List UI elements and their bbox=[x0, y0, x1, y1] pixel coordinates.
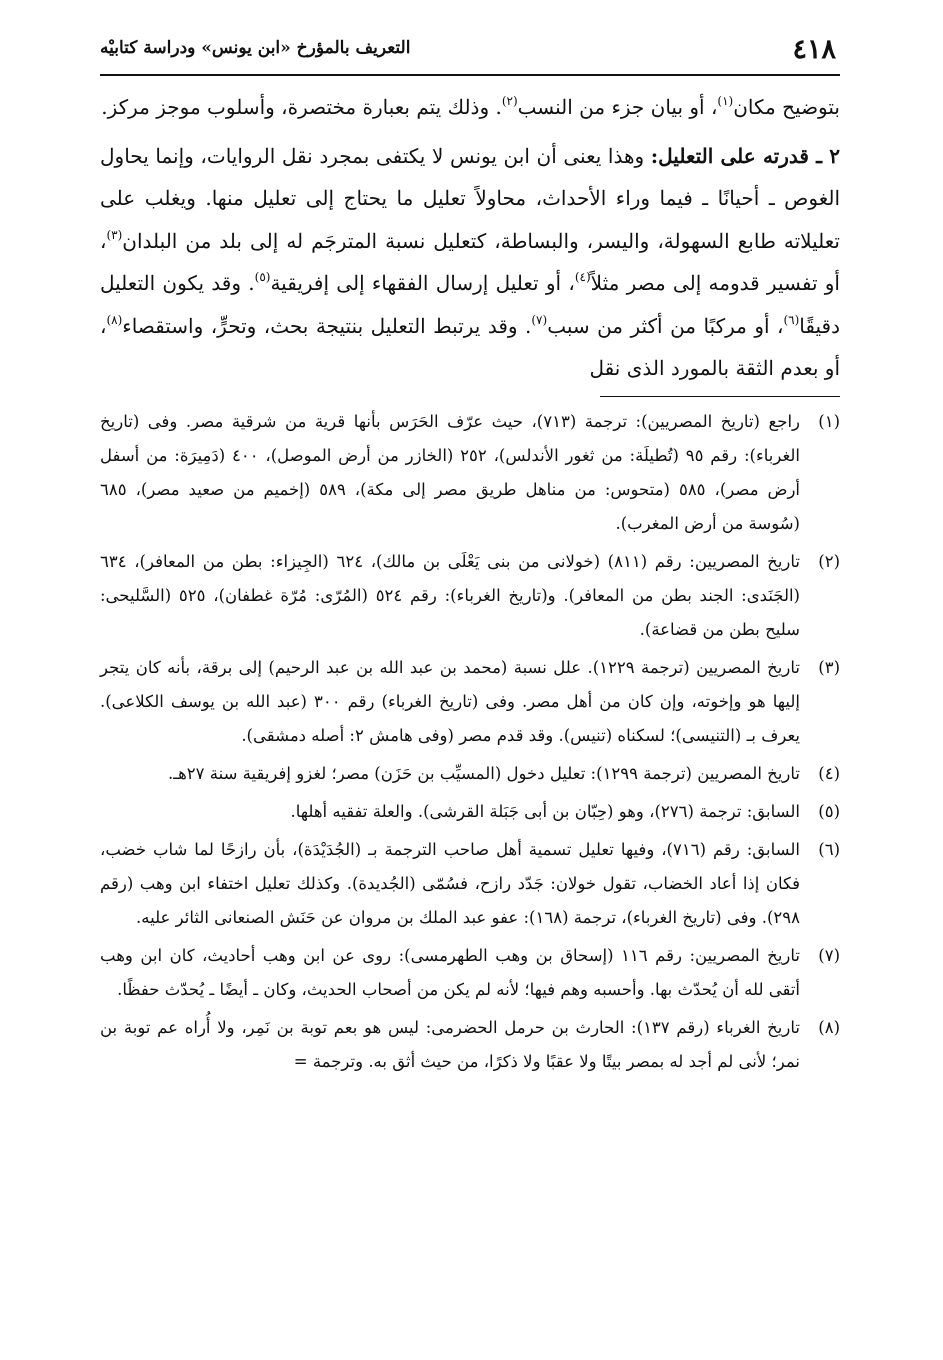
footnote-number: (٨) bbox=[818, 1017, 840, 1037]
footnote-number: (٣) bbox=[818, 657, 840, 677]
text-segment: . وذلك يتم بعبارة مختصرة، وأسلوب موجز مركز. bbox=[101, 95, 502, 119]
footnote-ref-1[interactable]: (١) bbox=[717, 94, 734, 108]
footnote-text: السابق: رقم (٧١٦)، وفيها تعليل تسمية أهل صاحب الترجمة بـ (الجُدَيْدَة)، بأن رازحًا لما شاب خضب، فكان إذا أعاد الخضاب، تقول خولان: جَدّد رازح، فسُمّى (الجُديدة). وكذلك تعليل اختفاء ابن وهب (رقم ٢٩٨). وفى (تاريخ الغرباء)، ترجمة (١٦٨): عفو عبد الملك بن مروان عن حَنَش الصنعانى الثائر عليه. bbox=[100, 839, 800, 927]
text-segment: وهذا يعنى أن ابن يونس لا يكتفى بمجرد نقل الروايات، وإنما يحاول الغوص ـ أحيانًا ـ فيما وراء الأحداث، محاولاً تعليل ما يحتاج إلى تعليل منها. ويغلب على تعليلاته طابع السهولة، واليسر، والبساطة، كتعليل نسبة المترجَم له إلى بلد من البلدان bbox=[100, 143, 840, 253]
footnote-ref-2[interactable]: (٢) bbox=[501, 94, 518, 108]
footnote-number: (١) bbox=[818, 411, 840, 431]
footnote-ref-7[interactable]: (٧) bbox=[531, 312, 548, 327]
footnote-number: (٢) bbox=[818, 551, 840, 571]
footnote-4 bbox=[100, 757, 840, 791]
footnote-7 bbox=[100, 939, 840, 1007]
footnote-text: تاريخ الغرباء (رقم ١٣٧): الحارث بن حرمل الحضرمى: ليس هو بعم توبة بن نَمِر، ولا أُراه عم توبة بن نمر؛ لأنى لم أجد له بمصر بيتًا ولا عقبًا ولا ذكرًا، من حيث أثق به. وترجمة = bbox=[100, 1017, 800, 1071]
footnote-number: (٦) bbox=[818, 839, 840, 859]
footnote-text: تاريخ المصريين (ترجمة ١٢٩٩): تعليل دخول (المسيِّب بن حَزَن) مصر؛ لغزو إفريقية سنة ٢٧هـ. bbox=[168, 763, 800, 783]
footnote-text: تاريخ المصريين (ترجمة ١٢٢٩). علل نسبة (محمد بن عبد الله بن عبد الرحيم) إلى برقة، بأنه كان يتجر إليها هو وإخوته، وإن كان من أهل مصر. وفى (تاريخ الغرباء) رقم ٣٠٠ (عبد الله بن يوسف الكلاعى). يعرف بـ (التنيسى)؛ لسكناه (تنيس). وقد قدم مصر (وفى هامش ٢: أصله دمشقى). bbox=[100, 657, 800, 745]
text-segment: بتوضيح مكان bbox=[733, 95, 840, 119]
footnote-text: السابق: ترجمة (٢٧٦)، وهو (حِبّان بن أبى جَبَلة القرشى). والعلة تفقيه أهلها. bbox=[290, 801, 800, 821]
text-segment: ، أو مركبًا من أكثر من سبب bbox=[547, 313, 784, 338]
footnote-1 bbox=[100, 405, 840, 541]
text-segment: ، أو بيان جزء من النسب bbox=[517, 95, 718, 119]
page-number: ٤١٨ bbox=[792, 34, 836, 65]
text-segment: . وقد يرتبط التعليل بنتيجة بحث، وتحرٍّ، واستقصاء bbox=[122, 313, 532, 338]
text-segment: ، أو بعدم الثقة بالمورد الذى نقل bbox=[100, 313, 840, 380]
footnote-number: (٧) bbox=[818, 945, 840, 965]
footnote-ref-8[interactable]: (٨) bbox=[106, 312, 123, 327]
footnote-number: (٤) bbox=[818, 763, 840, 783]
footnote-text: راجع (تاريخ المصريين): ترجمة (٧١٣)، حيث عرّف الحَرَس بأنها قرية من شرقية مصر. وفى (تاريخ الغرباء): رقم ٩٥ (تُطيلَة: من ثغور الأندلس)، ٢٥٢ (الخازر من أرض الموصل)، ٤٠٠ (دَمِيرَة: من أسفل أرض مصر)، ٥٨٥ (متحوس: من مناهل طريق مصر إلى مكة)، ٥٨٩ (إخميم من صعيد مصر)، ٦٨٥ (سُوسة من أرض المغرب). bbox=[100, 411, 801, 533]
paragraph-lead-heading: ٢ ـ قدرته على التعليل: bbox=[650, 143, 840, 168]
footnote-ref-5[interactable]: (٥) bbox=[254, 270, 271, 284]
footnote-8 bbox=[100, 1011, 840, 1079]
footnote-5 bbox=[100, 795, 840, 829]
footnote-3 bbox=[100, 651, 840, 753]
footnote-6 bbox=[100, 833, 840, 935]
footnote-text: تاريخ المصريين: رقم (٨١١) (خولانى من بنى يَعْلَى بن مالك)، ٦٢٤ (الجِيزاء: بطن من المعافر)، ٦٣٤ (الجَنَدى: الجند بطن من المعافر). و(تاريخ الغرباء): رقم ٥٢٤ (المُرّى: مُرّة غطفان)، ٥٢٥ (السَّليحى: سليح بطن من قضاعة). bbox=[100, 551, 801, 639]
footnote-number: (٥) bbox=[818, 801, 840, 821]
footnote-2 bbox=[100, 545, 840, 647]
text-segment: ، أو تفسير قدومه إلى مصر مثلاً bbox=[100, 228, 840, 295]
footnote-separator bbox=[600, 396, 840, 397]
paragraph-1 bbox=[100, 86, 840, 129]
footnote-ref-4[interactable]: (٤) bbox=[574, 270, 591, 284]
footnote-ref-6[interactable]: (٦) bbox=[783, 312, 800, 327]
paragraph-2 bbox=[100, 135, 840, 390]
footnotes bbox=[100, 405, 840, 1079]
text-segment: . وقد يكون التعليل دقيقًا bbox=[100, 271, 840, 338]
page-header bbox=[100, 28, 840, 76]
footnote-ref-3[interactable]: (٣) bbox=[106, 227, 123, 242]
text-segment: ، أو تعليل إرسال الفقهاء إلى إفريقية bbox=[270, 271, 575, 295]
footnote-text: تاريخ المصريين: رقم ١١٦ (إسحاق بن وهب الطهرمسى): روى عن ابن وهب أحاديث، كان ابن وهب أتقى لله أن يُحدّث بها. وأحسبه وهم فيها؛ لأنه لم يكن من أصحاب الحديث، وكان ـ أيضًا ـ يُحدّث حفظًا. bbox=[100, 945, 801, 999]
main-text bbox=[100, 86, 840, 390]
book-page bbox=[100, 28, 840, 1083]
running-head: التعريف بالمؤرخ «ابن يونس» ودراسة كتابيْه bbox=[100, 38, 411, 58]
